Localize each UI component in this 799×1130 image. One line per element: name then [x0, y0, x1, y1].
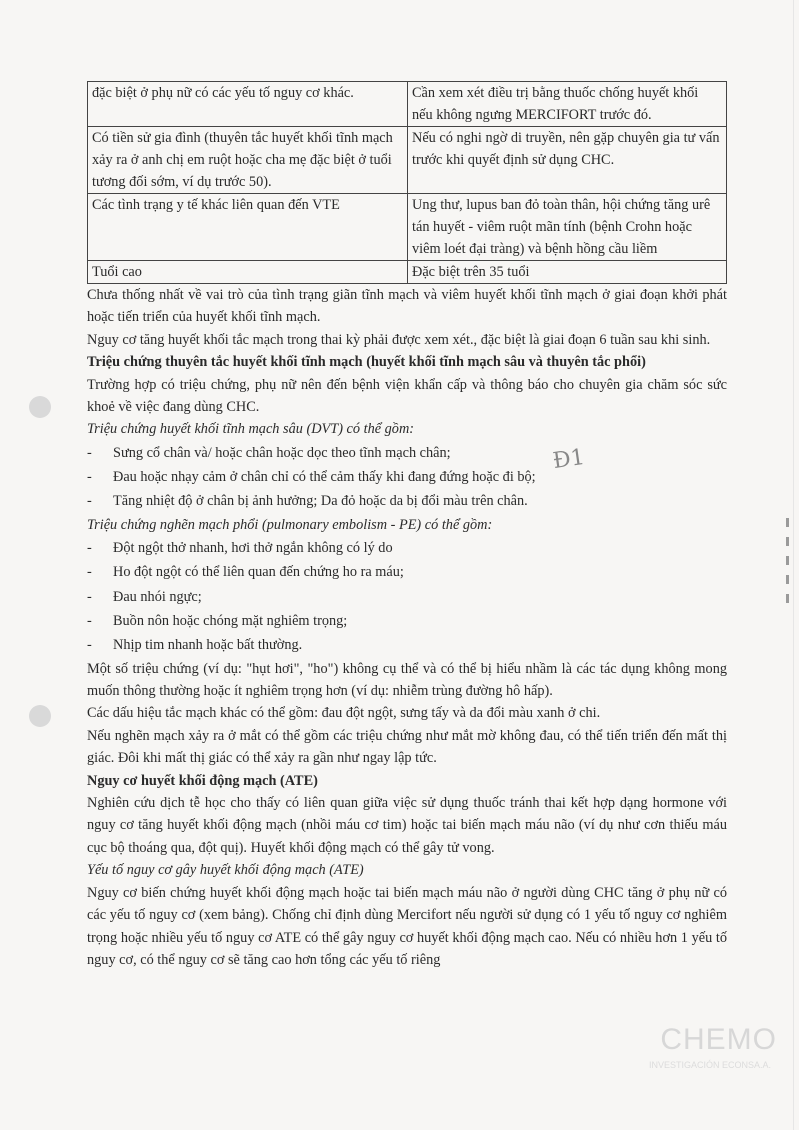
list-item-text: Tăng nhiệt độ ở chân bị ảnh hưởng; Da đỏ hoặc da bị đổi màu trên chân. — [113, 493, 528, 510]
list-item — [87, 489, 727, 513]
list-dash: - — [87, 588, 92, 605]
list-item-text: Đau hoặc nhạy cảm ở chân chỉ có thể cảm thấy khi đang đứng hoặc đi bộ; — [113, 469, 536, 486]
table-cell-note: Đặc biệt trên 35 tuổi — [408, 261, 727, 284]
table-row — [88, 261, 727, 284]
table-cell-note: Cần xem xét điều trị bằng thuốc chống huyết khối nếu không ngưng MERCIFORT trước đó. — [408, 82, 727, 127]
table-cell-note: Nếu có nghi ngờ di truyền, nên gặp chuyên gia tư vấn trước khi quyết định sử dụng CHC. — [408, 127, 727, 194]
list-dash: - — [87, 493, 92, 510]
table-cell-factor: Có tiền sử gia đình (thuyên tắc huyết khối tĩnh mạch xảy ra ở anh chị em ruột hoặc cha mẹ đặc biệt ở tuổi tương đối sớm, ví dụ trước 50). — [88, 127, 408, 194]
handwritten-initials: Đ1 — [551, 444, 587, 475]
table-cell-factor: Tuổi cao — [88, 261, 408, 284]
paragraph-nonspecific: Một số triệu chứng (ví dụ: "hụt hơi", "ho") không cụ thể và có thể bị hiểu nhầm là các tác dụng không mong muốn thông thường hoặc ít nghiêm trọng hơn (ví dụ: nhiễm trùng đường hô hấp). — [87, 660, 727, 700]
list-item — [87, 633, 727, 657]
pe-symptom-list — [87, 536, 727, 657]
company-stamp-logo: CHEMO — [660, 1023, 777, 1056]
punch-hole — [29, 705, 51, 727]
list-dash: - — [87, 564, 92, 581]
risk-factor-table — [87, 81, 727, 284]
table-row — [88, 194, 727, 261]
paragraph-varicose: Chưa thống nhất về vai trò của tình trạng giãn tĩnh mạch và viêm huyết khối tĩnh mạch ở giai đoạn khởi phát hoặc tiến triển của huyết khối tĩnh mạch. — [87, 287, 727, 326]
subheading-pe: Triệu chứng nghẽn mạch phổi (pulmonary embolism - PE) có thể gồm: — [87, 516, 493, 533]
table-row — [88, 82, 727, 127]
paragraph-pregnancy: Nguy cơ tăng huyết khối tắc mạch trong thai kỳ phải được xem xét., đặc biệt là giai đoạn 6 tuần sau khi sinh. — [87, 331, 711, 348]
subheading-ate-risk: Yếu tố nguy cơ gây huyết khối động mạch (ATE) — [87, 862, 364, 879]
list-dash: - — [87, 613, 92, 630]
subheading-dvt: Triệu chứng huyết khối tĩnh mạch sâu (DVT) có thể gồm: — [87, 421, 415, 438]
punch-hole — [29, 396, 51, 418]
list-dash: - — [87, 637, 92, 654]
list-dash: - — [87, 469, 92, 486]
list-item-text: Ho đột ngột có thể liên quan đến chứng ho ra máu; — [113, 564, 404, 581]
list-dash: - — [87, 540, 92, 557]
paragraph-emergency: Trường hợp có triệu chứng, phụ nữ nên đến bệnh viện khẩn cấp và thông báo cho chuyên gia chăm sóc sức khoẻ về việc đang dùng CHC. — [87, 376, 727, 416]
heading-vte-symptoms: Triệu chứng thuyên tắc huyết khối tĩnh mạch (huyết khối tĩnh mạch sâu và thuyên tắc phổi) — [87, 354, 646, 371]
list-item — [87, 465, 727, 489]
list-item-text: Sưng cổ chân và/ hoặc chân hoặc dọc theo tĩnh mạch chân; — [113, 444, 451, 461]
table-cell-factor: Các tình trạng y tế khác liên quan đến VTE — [88, 194, 408, 261]
list-item — [87, 536, 727, 560]
paragraph-ate-risk: Nguy cơ biến chứng huyết khối động mạch hoặc tai biến mạch máu não ở người dùng CHC tăng ở phụ nữ có các yếu tố nguy cơ (xem bảng). Chống chỉ định dùng Mercifort nếu người sử dụng có 1 yếu tố nguy cơ nghiêm trọng hoặc nhiều yếu tố nguy cơ ATE có thể gây nguy cơ huyết khối động mạch cao. Nếu có nhiều hơn 1 yếu tố nguy cơ, có thể nguy cơ sẽ tăng cao hơn tổng các yếu tố riêng — [87, 884, 727, 968]
edge-marks — [782, 508, 792, 658]
table-row — [88, 127, 727, 194]
page-edge-line — [793, 0, 794, 1130]
list-item-text: Đột ngột thở nhanh, hơi thở ngắn không có lý do — [113, 540, 393, 557]
dvt-symptom-list — [87, 441, 727, 514]
list-dash: - — [87, 444, 92, 461]
list-item-text: Nhịp tim nhanh hoặc bất thường. — [113, 637, 303, 654]
list-item — [87, 609, 727, 633]
table-cell-factor: đặc biệt ở phụ nữ có các yếu tố nguy cơ khác. — [88, 82, 408, 127]
paragraph-eye: Nếu nghẽn mạch xảy ra ở mắt có thể gồm các triệu chứng như mắt mờ không đau, có thể tiến triển đến mất thị giác. Đôi khi mất thị giác có thể xảy ra gần như ngay lập tức. — [87, 727, 727, 767]
list-item — [87, 441, 727, 465]
table-cell-note: Ung thư, lupus ban đỏ toàn thân, hội chứng tăng urê tán huyết - viêm ruột mãn tính (bệnh Crohn hoặc viêm loét đại tràng) và bệnh hồng cầu liềm — [408, 194, 727, 261]
company-stamp-subtext: INVESTIGACIÓN ECONSA.A. — [648, 1060, 771, 1070]
list-item — [87, 585, 727, 609]
list-item — [87, 560, 727, 584]
list-item-text: Đau nhói ngực; — [113, 588, 202, 605]
list-item-text: Buồn nôn hoặc chóng mặt nghiêm trọng; — [113, 613, 348, 630]
paragraph-other-signs: Các dấu hiệu tắc mạch khác có thể gồm: đau đột ngột, sưng tấy và da đổi màu xanh ở chi. — [87, 705, 601, 722]
heading-ate: Nguy cơ huyết khối động mạch (ATE) — [87, 772, 318, 789]
paragraph-epidemiology: Nghiên cứu dịch tễ học cho thấy có liên quan giữa việc sử dụng thuốc tránh thai kết hợp dạng hormone với nguy cơ tăng huyết khối động mạch (nhồi máu cơ tim) hoặc tai biến mạch máu não (ví dụ như cơn thiếu máu cục bộ thoáng qua, đột quị). Huyết khối động mạch có thể gây tử vong. — [87, 795, 727, 856]
document-page — [87, 81, 727, 971]
